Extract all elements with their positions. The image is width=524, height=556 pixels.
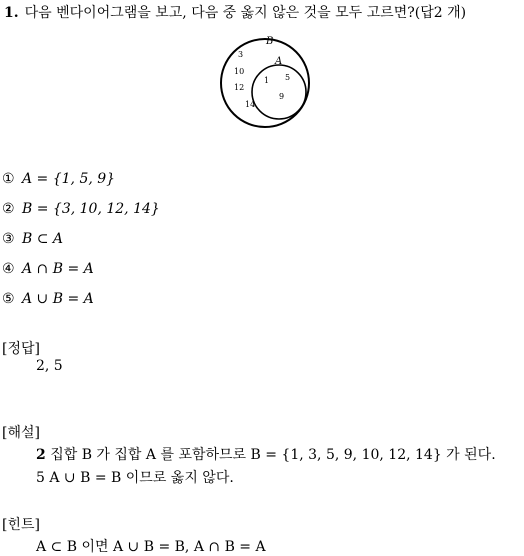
answer-value: 2, 5 [36, 358, 63, 374]
explanation-line-1-text: 집합 B 가 집합 A 를 포함하므로 B = {1, 3, 5, 9, 10, 12, 14} 가 된다. [45, 447, 496, 463]
venn-element: 10 [234, 67, 245, 76]
choice-mark: ⑤ [2, 291, 15, 307]
venn-diagram [218, 34, 316, 132]
set-a-label: A [275, 56, 283, 67]
choice-2[interactable] [2, 201, 160, 217]
choice-1[interactable] [2, 171, 115, 187]
choice-text: A ∩ B = A [22, 261, 94, 277]
venn-element: 9 [279, 92, 285, 101]
venn-element: 1 [264, 76, 270, 85]
choice-text: A = {1, 5, 9} [22, 171, 116, 187]
choice-mark: ② [2, 201, 15, 217]
choice-mark: ① [2, 171, 15, 187]
hint-title: [힌트] [2, 517, 40, 533]
question-header [4, 2, 466, 22]
explanation-line-1 [36, 444, 496, 464]
choice-5[interactable] [2, 291, 94, 307]
venn-element: 12 [234, 83, 245, 92]
choice-mark: ④ [2, 261, 15, 277]
choice-text: B ⊂ A [22, 231, 64, 247]
question-text: 다음 벤다이어그램을 보고, 다음 중 옳지 않은 것을 모두 고르면?(답2 개) [24, 5, 467, 21]
explanation-title: [해설] [2, 425, 40, 441]
choice-4[interactable] [2, 261, 94, 277]
explanation-line-2 [36, 467, 234, 487]
choice-text: B = {3, 10, 12, 14} [22, 201, 160, 217]
set-b-label: B [266, 36, 274, 47]
explanation-line-2-text: A ∪ B = B 이므로 옳지 않다. [44, 470, 234, 486]
question-number: 1. [4, 5, 19, 21]
answer-title: [정답] [2, 341, 40, 357]
venn-element: 14 [245, 100, 256, 109]
choice-3[interactable] [2, 231, 63, 247]
hint-text: A ⊂ B 이면 A ∪ B = B, A ∩ B = A [36, 539, 266, 555]
explanation-line-1-number: 2 [36, 447, 46, 463]
choice-mark: ③ [2, 231, 15, 247]
venn-element: 5 [285, 73, 291, 82]
explanation-line-2-number: 5 [36, 470, 45, 486]
venn-element: 3 [238, 50, 244, 59]
choice-text: A ∪ B = A [22, 291, 94, 307]
